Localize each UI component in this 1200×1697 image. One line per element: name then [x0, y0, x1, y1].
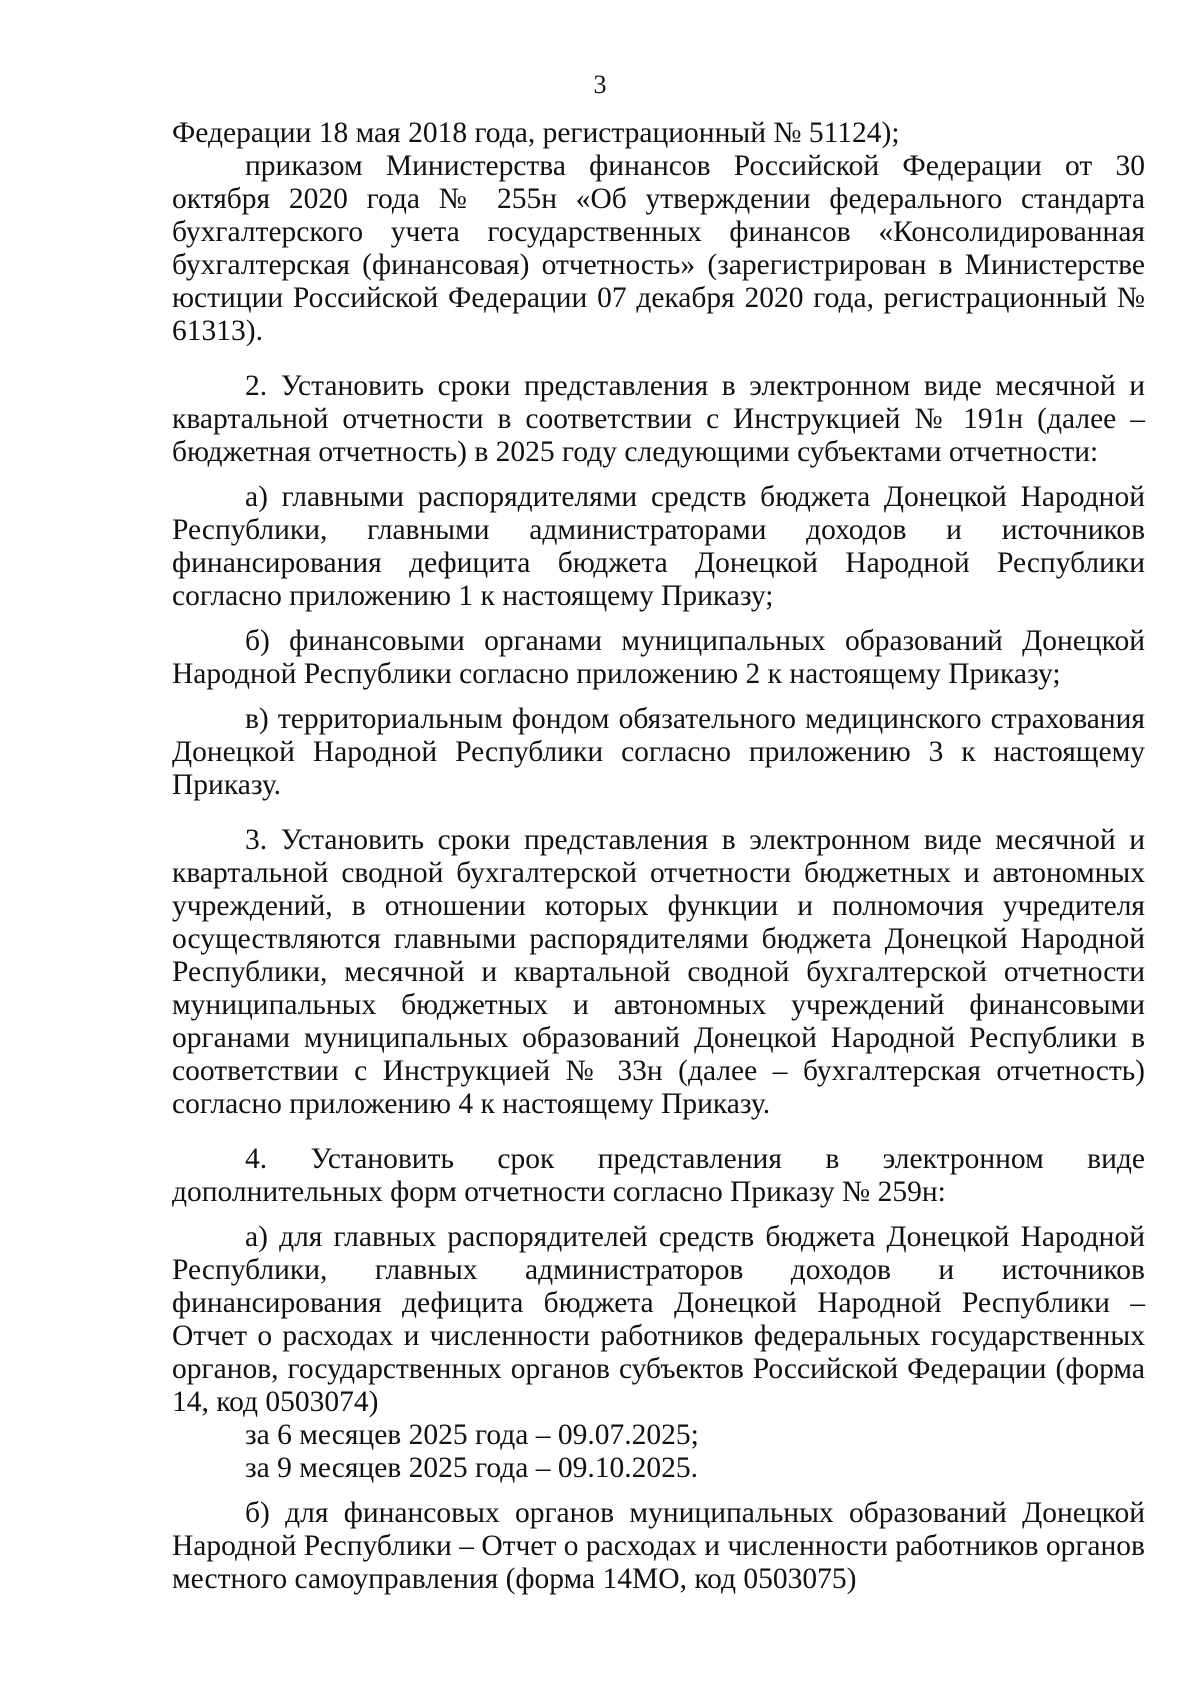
paragraph-continuation: Федерации 18 мая 2018 года, регистрационный № 51124); — [172, 117, 900, 149]
paragraph-item-3: 3. Установить сроки представления в электронном виде месячной и квартальной сводной бухгалтерской отчетности бюджетных и автономных учреждений, в отношении которых функции и полномочия учредителя осуществляются главными распорядителями бюджета Донецкой Народной Республики, месячной и квартальной сводной бухгалтерской отчетности муниципальных бюджетных и автономных учреждений финансовыми органами муниципальных образований Донецкой Народной Республики в соответствии с Инструкцией № 33н (далее – бухгалтерская отчетность) согласно приложению 4 к настоящему Приказу. — [172, 824, 1145, 1120]
page-number: 3 — [593, 70, 607, 99]
paragraph-item-2b: б) финансовыми органами муниципальных образований Донецкой Народной Республики согласно приложению 2 к настоящему Приказу; — [172, 625, 1145, 690]
paragraph-item-4a: а) для главных распорядителей средств бюджета Донецкой Народной Республики, главных администраторов доходов и источников финансирования дефицита бюджета Донецкой Народной Республики – Отчет о расходах и численности работников федеральных государственных органов, государственных органов субъектов Российской Федерации (форма 14, код 0503074) — [172, 1221, 1145, 1418]
document-body — [172, 117, 1145, 1596]
paragraph-item-4: 4. Установить срок представления в электронном виде дополнительных форм отчетности согласно Приказу № 259н: — [172, 1143, 1145, 1208]
paragraph-item-4b: б) для финансовых органов муниципальных образований Донецкой Народной Республики – Отчет о расходах и численности работников органов местного самоуправления (форма 14МО, код 0503075) — [172, 1497, 1145, 1595]
deadline-6-months: за 6 месяцев 2025 года – 09.07.2025; — [245, 1419, 699, 1451]
paragraph-item-2: 2. Установить сроки представления в электронном виде месячной и квартальной отчетности в соответствии с Инструкцией № 191н (далее – бюджетная отчетность) в 2025 году следующими субъектами отчетности: — [172, 370, 1145, 468]
paragraph-item-2c: в) территориальным фондом обязательного медицинского страхования Донецкой Народной Республики согласно приложению 3 к настоящему Приказу. — [172, 703, 1145, 801]
deadline-9-months: за 9 месяцев 2025 года – 09.10.2025. — [245, 1452, 698, 1484]
paragraph-item-2a: а) главными распорядителями средств бюджета Донецкой Народной Республики, главными администраторами доходов и источников финансирования дефицита бюджета Донецкой Народной Республики согласно приложению 1 к настоящему Приказу; — [172, 481, 1145, 612]
paragraph-order-255n: приказом Министерства финансов Российской Федерации от 30 октября 2020 года № 255н «Об утверждении федерального стандарта бухгалтерского учета государственных финансов «Консолидированная бухгалтерская (финансовая) отчетность» (зарегистрирован в Министерстве юстиции Российской Федерации 07 декабря 2020 года, регистрационный № 61313). — [172, 150, 1145, 347]
